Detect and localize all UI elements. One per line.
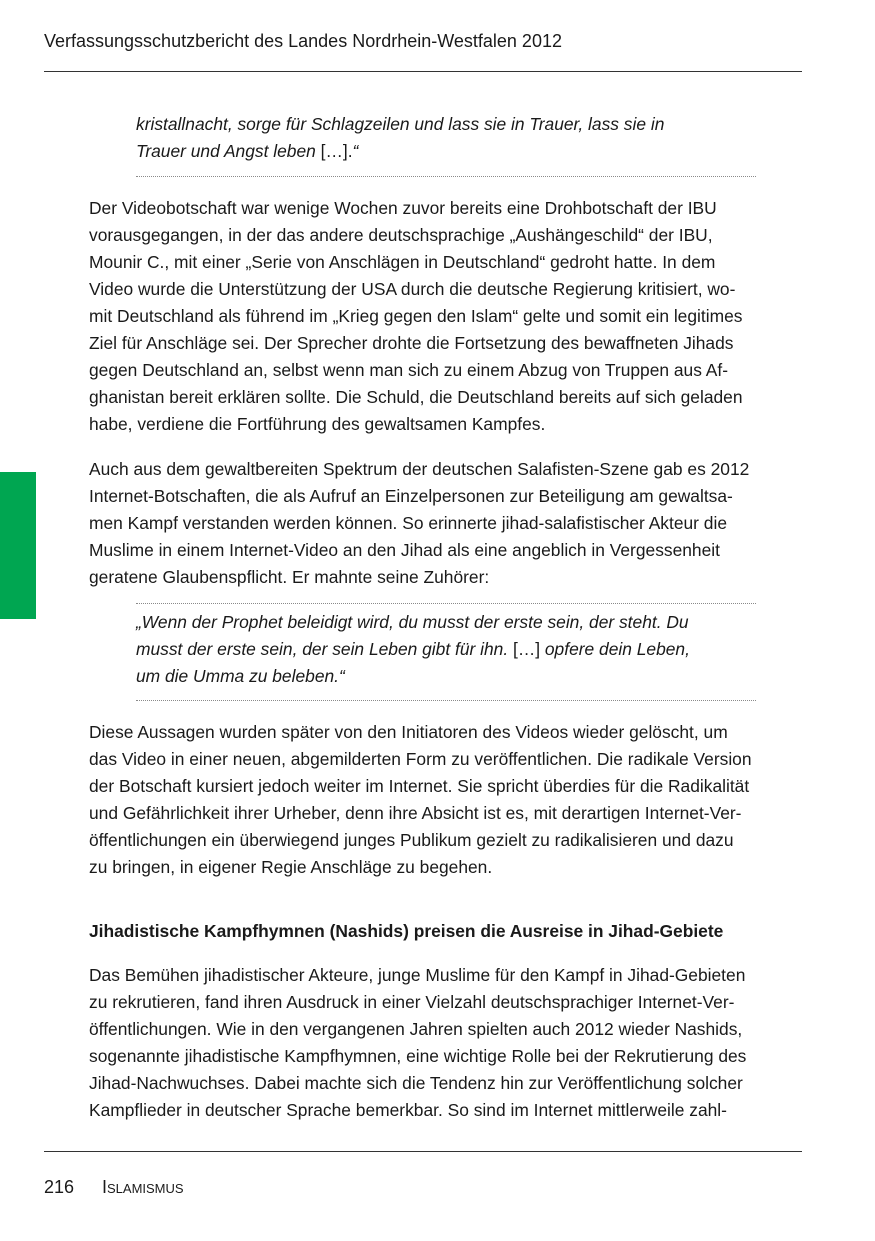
quote-divider (136, 176, 756, 177)
text-line: Kampflieder in deutscher Sprache bemerkbar. So sind im Internet mittlerweile zahl- (89, 1100, 727, 1120)
text-line: mit Deutschland als führend im „Krieg gegen den Islam“ gelte und somit ein legitimes (89, 306, 743, 326)
text-segment: […] (508, 639, 545, 659)
page-header-title: Verfassungsschutzbericht des Landes Nordrhein-Westfalen 2012 (44, 31, 562, 51)
italic-text-segment: „Wenn der Prophet beleidigt wird, du musst der erste sein, der steht. Du (136, 612, 689, 632)
text-segment: […]. (315, 141, 353, 161)
text-line: ghanistan bereit erklären sollte. Die Schuld, die Deutschland bereits auf sich geladen (89, 387, 743, 407)
text-line: zu rekrutieren, fand ihren Ausdruck in einer Vielzahl deutschsprachiger Internet-Ver- (89, 992, 735, 1012)
text-line: Diese Aussagen wurden später von den Initiatoren des Videos wieder gelöscht, um (89, 722, 728, 742)
running-section-name: Islamismus (102, 1177, 184, 1197)
text-line: geratene Glaubenspflicht. Er mahnte seine Zuhörer: (89, 567, 490, 587)
quote-divider (136, 700, 756, 701)
text-line (136, 663, 756, 690)
body-paragraph-2 (89, 456, 809, 591)
text-line (136, 609, 756, 636)
text-line: Video wurde die Unterstützung der USA durch die deutsche Regierung kritisiert, wo- (89, 279, 736, 299)
chapter-side-tab (0, 472, 36, 619)
text-line (136, 111, 756, 138)
body-paragraph-3 (89, 719, 809, 881)
italic-text-segment: opfere dein Leben, (544, 639, 690, 659)
text-line: das Video in einer neuen, abgemilderten Form zu veröffentlichen. Die radikale Version (89, 749, 752, 769)
text-line: habe, verdiene die Fortführung des gewaltsamen Kampfes. (89, 414, 546, 434)
italic-text-segment: kristallnacht, sorge für Schlagzeilen und lass sie in Trauer, lass sie in (136, 114, 665, 134)
italic-text-segment: um die Umma zu beleben.“ (136, 666, 345, 686)
text-line: zu bringen, in eigener Regie Anschläge zu begehen. (89, 857, 493, 877)
text-line: Der Videobotschaft war wenige Wochen zuvor bereits eine Drohbotschaft der IBU (89, 198, 717, 218)
quote-block-2 (136, 609, 756, 690)
text-line: der Botschaft kursiert jedoch weiter im Internet. Sie spricht überdies für die Radikalität (89, 776, 750, 796)
text-line: Auch aus dem gewaltbereiten Spektrum der deutschen Salafisten-Szene gab es 2012 (89, 459, 750, 479)
section-heading: Jihadistische Kampfhymnen (Nashids) preisen die Ausreise in Jihad-Gebiete (89, 921, 724, 941)
quote-divider (136, 603, 756, 604)
text-line (136, 636, 756, 663)
text-line: sogenannte jihadistische Kampfhymnen, eine wichtige Rolle bei der Rekrutierung des (89, 1046, 747, 1066)
header-rule (44, 71, 802, 72)
body-paragraph-1 (89, 195, 809, 438)
text-line: Jihad-Nachwuchses. Dabei machte sich die Tendenz hin zur Veröffentlichung solcher (89, 1073, 743, 1093)
text-line (136, 138, 756, 165)
footer-rule (44, 1151, 802, 1152)
text-line: Das Bemühen jihadistischer Akteure, junge Muslime für den Kampf in Jihad-Gebieten (89, 965, 746, 985)
italic-text-segment: Trauer und Angst leben (136, 141, 316, 161)
italic-text-segment: “ (352, 141, 359, 161)
text-line: Ziel für Anschläge sei. Der Sprecher drohte die Fortsetzung des bewaffneten Jihads (89, 333, 734, 353)
body-paragraph-4 (89, 962, 809, 1124)
quote-block-1 (136, 111, 756, 165)
text-line: vorausgegangen, in der das andere deutschsprachige „Aushängeschild“ der IBU, (89, 225, 713, 245)
text-line: und Gefährlichkeit ihrer Urheber, denn ihre Absicht ist es, mit derartigen Internet-Ver- (89, 803, 742, 823)
page-number: 216 (44, 1177, 75, 1197)
text-line: Mounir C., mit einer „Serie von Anschlägen in Deutschland“ gedroht hatte. In dem (89, 252, 716, 272)
text-line: Muslime in einem Internet-Video an den Jihad als eine angeblich in Vergessenheit (89, 540, 720, 560)
italic-text-segment: musst der erste sein, der sein Leben gibt für ihn. (136, 639, 509, 659)
text-line: öffentlichungen ein überwiegend junges Publikum gezielt zu radikalisieren und dazu (89, 830, 734, 850)
text-line: gegen Deutschland an, selbst wenn man sich zu einem Abzug von Truppen aus Af- (89, 360, 729, 380)
text-line: Internet-Botschaften, die als Aufruf an Einzelpersonen zur Beteiligung am gewaltsa- (89, 486, 733, 506)
text-line: men Kampf verstanden werden können. So erinnerte jihad-salafistischer Akteur die (89, 513, 728, 533)
text-line: öffentlichungen. Wie in den vergangenen Jahren spielten auch 2012 wieder Nashids, (89, 1019, 743, 1039)
